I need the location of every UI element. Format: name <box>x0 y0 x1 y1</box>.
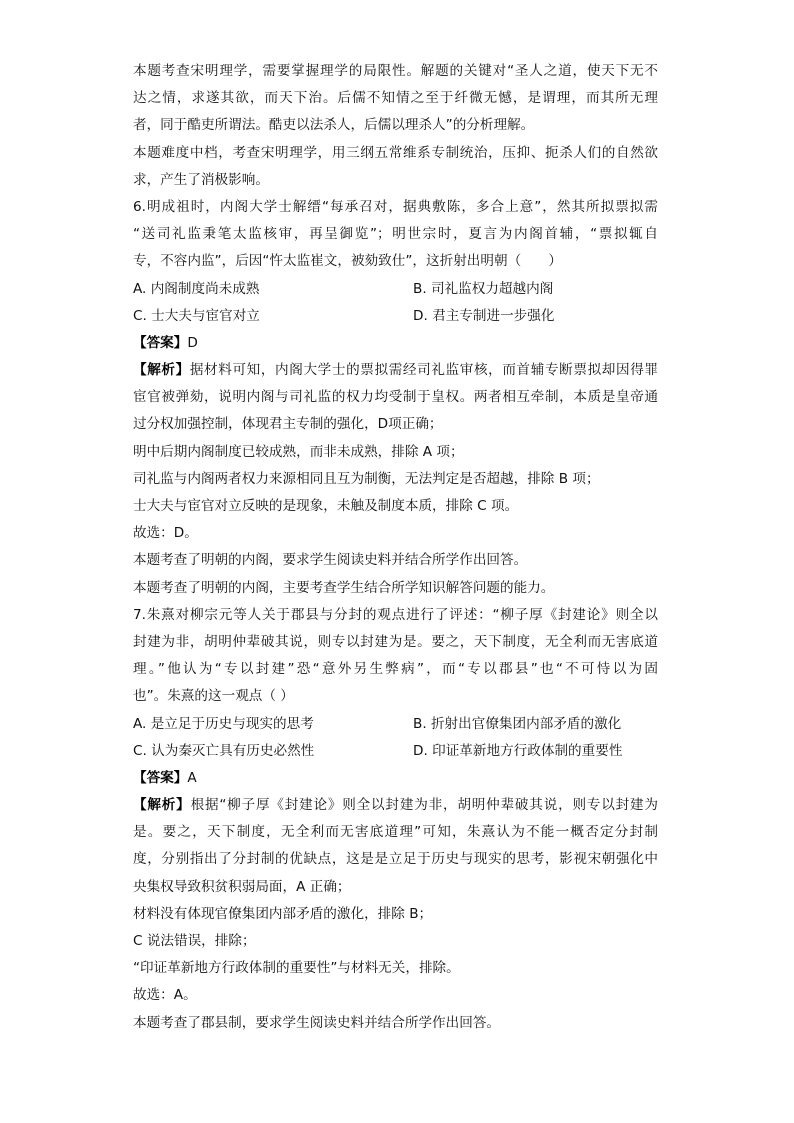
q7-stem-line: 7.朱熹对柳宗元等人关于郡县与分封的观点进行了评述：“柳子厚《封建论》则全以 <box>133 606 658 623</box>
q7-option-a: A. 是立足于历史与现实的思考 <box>133 715 314 732</box>
q7-answer-value: A <box>187 769 197 786</box>
q6-options-row-1 <box>133 276 658 303</box>
q7-options-row-2 <box>133 738 658 765</box>
intro-line: 本题考查宋明理学，需要掌握理学的局限性。解题的关键对“圣人之道，使天下无不 <box>133 63 658 79</box>
q7-analysis-line: 本题考查了郡县制，要求学生阅读史料并结合所学作出回答。 <box>133 1014 501 1031</box>
q7-analysis-first <box>133 792 658 819</box>
q6-analysis-tag: 【解析】 <box>133 362 190 379</box>
q7-stem-line: 也”。朱熹的这一观点（ ） <box>133 688 294 705</box>
q7-analysis-line: 材料没有体现官僚集团内部矛盾的激化，排除 B； <box>133 905 433 922</box>
q7-analysis-line: 央集权导致积贫积弱局面，A 正确； <box>133 878 351 895</box>
q6-options-row-2 <box>133 303 658 330</box>
q7-analysis-line: 度，分别指出了分封制的优缺点，这是是立足于历史与现实的思考，影视宋朝强化中 <box>133 851 658 868</box>
q6-option-c: C. 士大夫与宦官对立 <box>133 307 260 324</box>
q7-option-d: D. 印证革新地方行政体制的重要性 <box>413 742 623 759</box>
q6-stem-line: 6.明成祖时，内阁大学士解缙“每承召对，据典敷陈，多合上意”，然其所拟票拟需 <box>133 198 658 215</box>
q6-analysis-first <box>133 357 658 384</box>
q6-option-a: A. 内阁制度尚未成熟 <box>133 280 260 297</box>
q7-option-b: B. 折射出官僚集团内部矛盾的激化 <box>413 715 622 732</box>
q6-answer-value: D <box>187 334 198 351</box>
q7-analysis-tag: 【解析】 <box>133 797 191 814</box>
q7-stem-line: 封建为非，胡明仲辈破其说，则专以封建为是。要之，天下制度，无全利而无害底道 <box>133 633 658 650</box>
q6-option-d: D. 君主专制进一步强化 <box>413 307 555 324</box>
q7-analysis-line: C 说法错误，排除； <box>133 933 256 949</box>
q6-analysis-line: 本题考查了明朝的内阁，主要考查学生结合所学知识解答问题的能力。 <box>133 579 555 596</box>
q6-analysis-line: 过分权加强控制，体现君主专制的强化，D项正确； <box>133 416 443 433</box>
q6-analysis-line: 士大夫与宦官对立反映的是现象，未触及制度本质，排除 C 项。 <box>133 498 519 514</box>
q6-analysis-line: 故选：D。 <box>133 525 198 542</box>
intro-line: 者，同于酷吏所谓法。酷吏以法杀人，后儒以理杀人”的分析理解。 <box>133 117 535 134</box>
q7-options-row-1 <box>133 711 658 738</box>
q6-answer-tag: 【答案】 <box>133 334 188 351</box>
q6-analysis-text: 据材料可知，内阁大学士的票拟需经司礼监审核，而首辅专断票拟却因得罪 <box>189 362 659 379</box>
q7-stem-line: 理。”他认为“专以封建”恐“意外另生弊病”，而“专以郡县”也“不可恃以为固 <box>133 661 658 678</box>
document-content <box>133 58 658 1037</box>
q6-analysis-line: 本题考查了明朝的内阁，要求学生阅读史料并结合所学作出回答。 <box>133 552 528 569</box>
q6-option-b: B. 司礼监权力超越内阁 <box>413 280 554 297</box>
q6-stem-line: 专，不容内监”，后因“忤太监崔文，被劾致仕”，这折射出明朝（ ） <box>133 253 562 270</box>
q6-analysis-line: 明中后期内阁制度已较成熟，而非未成熟，排除 A 项； <box>133 443 464 460</box>
q7-analysis-line: “印证革新地方行政体制的重要性”与材料无关，排除。 <box>133 960 460 977</box>
q7-option-c: C. 认为秦灭亡具有历史必然性 <box>133 742 315 759</box>
intro-line: 本题难度中档，考查宋明理学，用三纲五常维系专制统治，压抑、扼杀人们的自然欲 <box>133 144 658 161</box>
q6-analysis-line: 宦官被弹劾，说明内阁与司礼监的权力均受制于皇权。两者相互牵制，本质是皇帝通 <box>133 389 658 406</box>
q6-analysis-line: 司礼监与内阁两者权力来源相同且互为制衡，无法判定是否超越，排除 B 项； <box>133 470 600 487</box>
intro-line: 求，产生了消极影响。 <box>133 171 269 188</box>
q6-stem-line: “送司礼监秉笔太监核审，再呈御览”；明世宗时，夏言为内阁首辅，“票拟辄自 <box>133 226 658 243</box>
q7-analysis-line: 是。要之，天下制度，无全利而无害底道理”可知，朱熹认为不能一概否定分封制 <box>133 824 658 841</box>
q7-analysis-line: 故选：A。 <box>133 987 197 1004</box>
q6-answer <box>133 330 658 357</box>
q7-answer <box>133 765 658 792</box>
q7-answer-tag: 【答案】 <box>133 769 188 786</box>
intro-line: 达之情，求遂其欲，而天下治。后儒不知情之至于纤微无憾，是谓理，而其所无理 <box>133 90 658 107</box>
q7-analysis-text: 根据“柳子厚《封建论》则全以封建为非，胡明仲辈破其说，则专以封建为 <box>190 797 659 814</box>
